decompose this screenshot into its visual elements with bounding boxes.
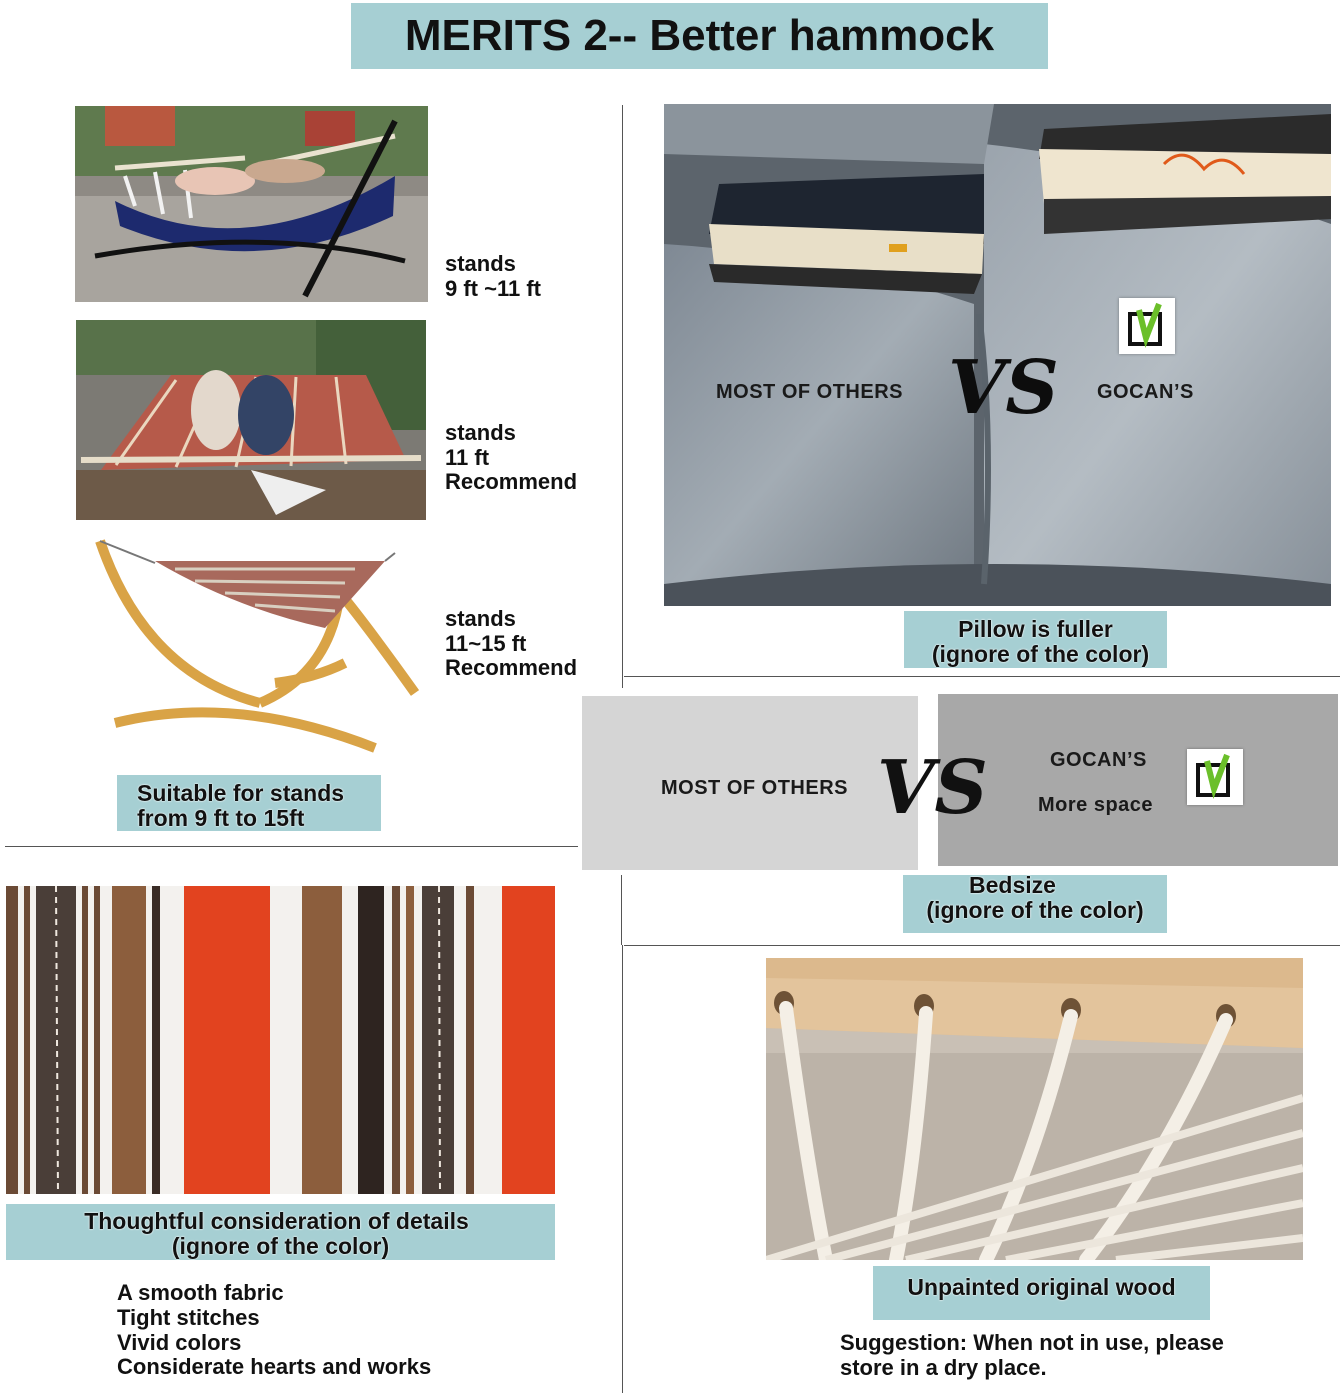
stands-label-2-line3: Recommend bbox=[445, 469, 578, 494]
hammock-photo-stand-11ft bbox=[76, 320, 426, 520]
bedsize-others-label: MOST OF OTHERS bbox=[661, 777, 848, 799]
bedsize-gocan-panel bbox=[938, 694, 1338, 866]
divider-horizontal-right-bottom bbox=[624, 945, 1340, 946]
unpainted-wood-photo bbox=[766, 958, 1303, 1260]
divider-vertical-top bbox=[622, 105, 623, 688]
divider-vertical-bottom bbox=[622, 945, 623, 1393]
pillow-caption bbox=[904, 617, 1167, 667]
stands-label-2-line1: stands bbox=[445, 420, 516, 445]
fabric-caption-line2: (ignore of the color) bbox=[171, 1233, 390, 1259]
hammock-photo-arc-stand bbox=[85, 533, 430, 755]
stands-label-1-line1: stands bbox=[445, 251, 516, 276]
fabric-stripes-photo bbox=[6, 886, 555, 1194]
bedsize-gocan-label: GOCAN’S bbox=[1050, 749, 1147, 771]
storage-suggestion-line2: store in a dry place. bbox=[840, 1355, 1047, 1380]
gocan-checkmark-icon-bedsize bbox=[1187, 749, 1243, 805]
pillow-vs-mark: VS bbox=[948, 345, 1059, 431]
pillow-others-label: MOST OF OTHERS bbox=[716, 381, 903, 403]
stands-label-3 bbox=[445, 607, 615, 681]
bedsize-more-space-label: More space bbox=[1038, 794, 1154, 816]
fabric-caption bbox=[6, 1209, 555, 1259]
fabric-point: Tight stitches bbox=[117, 1304, 260, 1330]
bedsize-vs-mark: VS bbox=[877, 745, 988, 831]
fabric-point: A smooth fabric bbox=[117, 1280, 284, 1305]
stands-label-3-line1: stands bbox=[445, 606, 516, 631]
divider-horizontal-left bbox=[5, 846, 578, 847]
stands-label-3-line2: 11~15 ft bbox=[445, 630, 527, 656]
bedsize-caption-line1: Bedsize bbox=[969, 872, 1056, 898]
wood-caption: Unpainted original wood bbox=[907, 1274, 1176, 1300]
stands-label-1-line2: 9 ft ~11 ft bbox=[445, 275, 541, 301]
stands-caption-line2: from 9 ft to 15ft bbox=[137, 805, 305, 831]
stands-label-2-line2: 11 ft bbox=[445, 444, 490, 470]
divider-vertical-mid bbox=[621, 875, 622, 945]
gocan-checkmark-icon bbox=[1119, 298, 1175, 354]
fabric-points-list bbox=[117, 1281, 537, 1380]
stands-label-3-line3: Recommend bbox=[445, 655, 578, 680]
bedsize-caption-line2: (ignore of the color) bbox=[926, 897, 1144, 923]
fabric-caption-line1: Thoughtful consideration of details bbox=[84, 1208, 469, 1234]
fabric-point: Vivid colors bbox=[117, 1329, 242, 1355]
storage-suggestion bbox=[840, 1330, 1320, 1380]
stands-caption bbox=[137, 781, 381, 831]
pillow-caption-line1: Pillow is fuller bbox=[958, 616, 1113, 642]
fabric-point: Considerate hearts and works bbox=[117, 1354, 432, 1380]
pillow-caption-line2: (ignore of the color) bbox=[931, 641, 1150, 667]
stands-caption-line1: Suitable for stands bbox=[137, 780, 345, 806]
stands-label-2 bbox=[445, 421, 615, 495]
hammock-photo-stand-9-11ft bbox=[75, 106, 428, 302]
storage-suggestion-line1: Suggestion: When not in use, please bbox=[840, 1330, 1224, 1355]
page-title: MERITS 2-- Better hammock bbox=[404, 11, 995, 60]
bedsize-caption bbox=[903, 873, 1167, 923]
divider-horizontal-right-top bbox=[624, 676, 1340, 677]
pillow-gocan-label: GOCAN’S bbox=[1097, 381, 1194, 403]
stands-label-1 bbox=[445, 252, 615, 301]
